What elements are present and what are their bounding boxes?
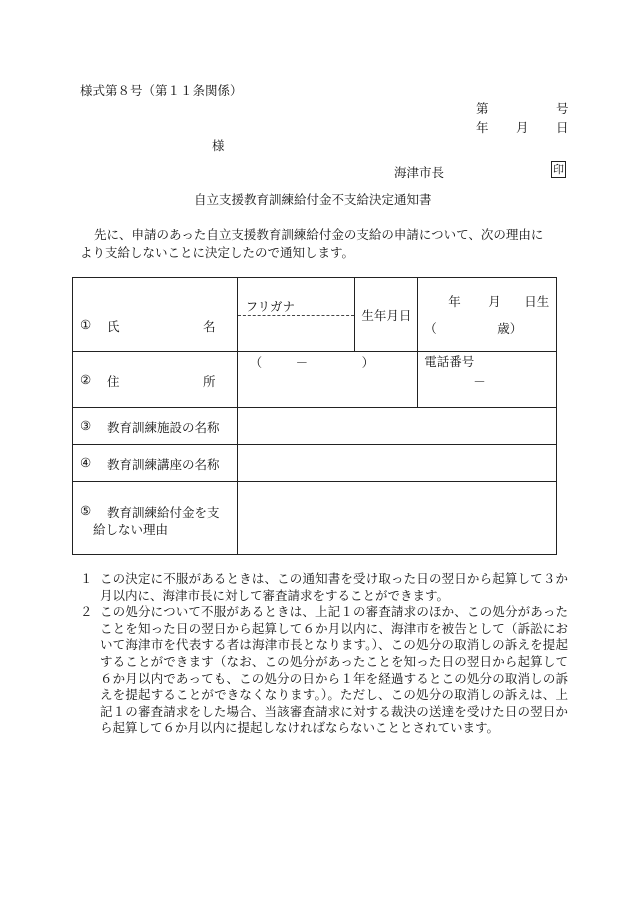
address-input-cell[interactable] (237, 352, 418, 408)
intro-line-2: より支給しないことに決定したので通知します。 (80, 245, 355, 260)
furigana-divider (238, 315, 355, 316)
birth-label-cell (355, 278, 418, 352)
phone-dash: － (473, 374, 486, 389)
address-char-2: 所 (203, 374, 216, 389)
name-char-2: 名 (203, 319, 216, 334)
date-month: 月 (516, 120, 529, 135)
date-year: 年 (476, 120, 489, 135)
course-label-cell (73, 445, 238, 482)
facility-input-cell[interactable] (237, 408, 556, 445)
course-number: ④ (80, 455, 92, 470)
doc-number-prefix: 第 (476, 101, 489, 116)
note-number-1: １ (80, 571, 93, 586)
age-open: （ (424, 321, 437, 336)
course-label: 教育訓練講座の名称 (107, 457, 220, 472)
age-label: 歳） (497, 321, 523, 336)
birth-label: 生年月日 (361, 307, 412, 323)
facility-number: ③ (80, 418, 92, 433)
postal-dash: － (295, 355, 309, 370)
note-text-1: この決定に不服があるときは、この通知書を受け取った日の翌日から起算して３か月以内に、海津市長に対して審査請求をすることができます。 (100, 571, 568, 603)
birth-year: 年 (448, 294, 461, 309)
doc-number-suffix: 号 (556, 101, 569, 116)
reason-label-line-2: 給しない理由 (93, 522, 169, 537)
address-label-cell (73, 352, 238, 408)
facility-label: 教育訓練施設の名称 (107, 420, 220, 435)
birth-input-cell[interactable] (418, 278, 557, 352)
reason-row (73, 482, 557, 555)
postal-open: （ (249, 355, 263, 370)
date-day: 日 (556, 120, 569, 135)
name-char-1: 氏 (107, 319, 120, 334)
address-number: ② (80, 372, 92, 387)
name-row (73, 278, 557, 352)
facility-row (73, 408, 557, 445)
notes-section (80, 571, 568, 737)
birth-month: 月 (488, 294, 501, 309)
furigana-label: フリガナ (245, 299, 296, 314)
reason-number: ⑤ (80, 503, 92, 518)
reason-input-cell[interactable] (237, 482, 556, 555)
reason-label-cell (73, 482, 238, 555)
name-number: ① (80, 317, 92, 332)
note-text-2: この処分について不服があるときは、上記１の審査請求のほか、この処分があったことを知った日の翌日から起算して６か月以内に、海津市を被告として（訴訟において海津市を代表する者は海津市長となります。）、この処分の取消しの訴えを提起することができます（なお、この処分があったことを知った日の翌日から起算して６か月以内であっても、この処分の日から１年を経過するとこの処分の取消しの訴えを提起することができなくなります。）。ただし、この処分の取消しの訴えは、上記１の審査請求をした場合、当該審査請求に対する裁決の送達を受けた日の翌日から起算して６か月以内に提起しなければならないこととされています。 (100, 604, 568, 736)
note-number-2: ２ (80, 604, 93, 620)
phone-input-cell[interactable] (418, 352, 557, 408)
seal-stamp: 印 (553, 163, 564, 176)
phone-label: 電話番号 (424, 354, 475, 369)
addressee-suffix: 様 (212, 138, 225, 153)
name-label-cell (73, 278, 238, 352)
note-item-1 (80, 571, 568, 604)
birth-day: 日生 (524, 294, 550, 309)
course-input-cell[interactable] (237, 445, 556, 482)
address-row (73, 352, 557, 408)
applicant-table (72, 277, 557, 555)
issuer: 海津市長 (394, 165, 445, 180)
course-row (73, 445, 557, 482)
name-input-cell[interactable] (237, 278, 355, 352)
postal-close: ） (361, 355, 375, 370)
note-item-2 (80, 604, 568, 737)
form-number: 様式第８号（第１１条関係） (80, 83, 243, 98)
address-char-1: 住 (107, 374, 120, 389)
intro-line-1: 先に、申請のあった自立支援教育訓練給付金の支給の申請について、次の理由に (94, 227, 544, 242)
document-title: 自立支援教育訓練給付金不支給決定通知書 (194, 192, 432, 207)
reason-label-line-1: 教育訓練給付金を支 (107, 505, 220, 520)
facility-label-cell (73, 408, 238, 445)
seal-box (551, 161, 566, 178)
